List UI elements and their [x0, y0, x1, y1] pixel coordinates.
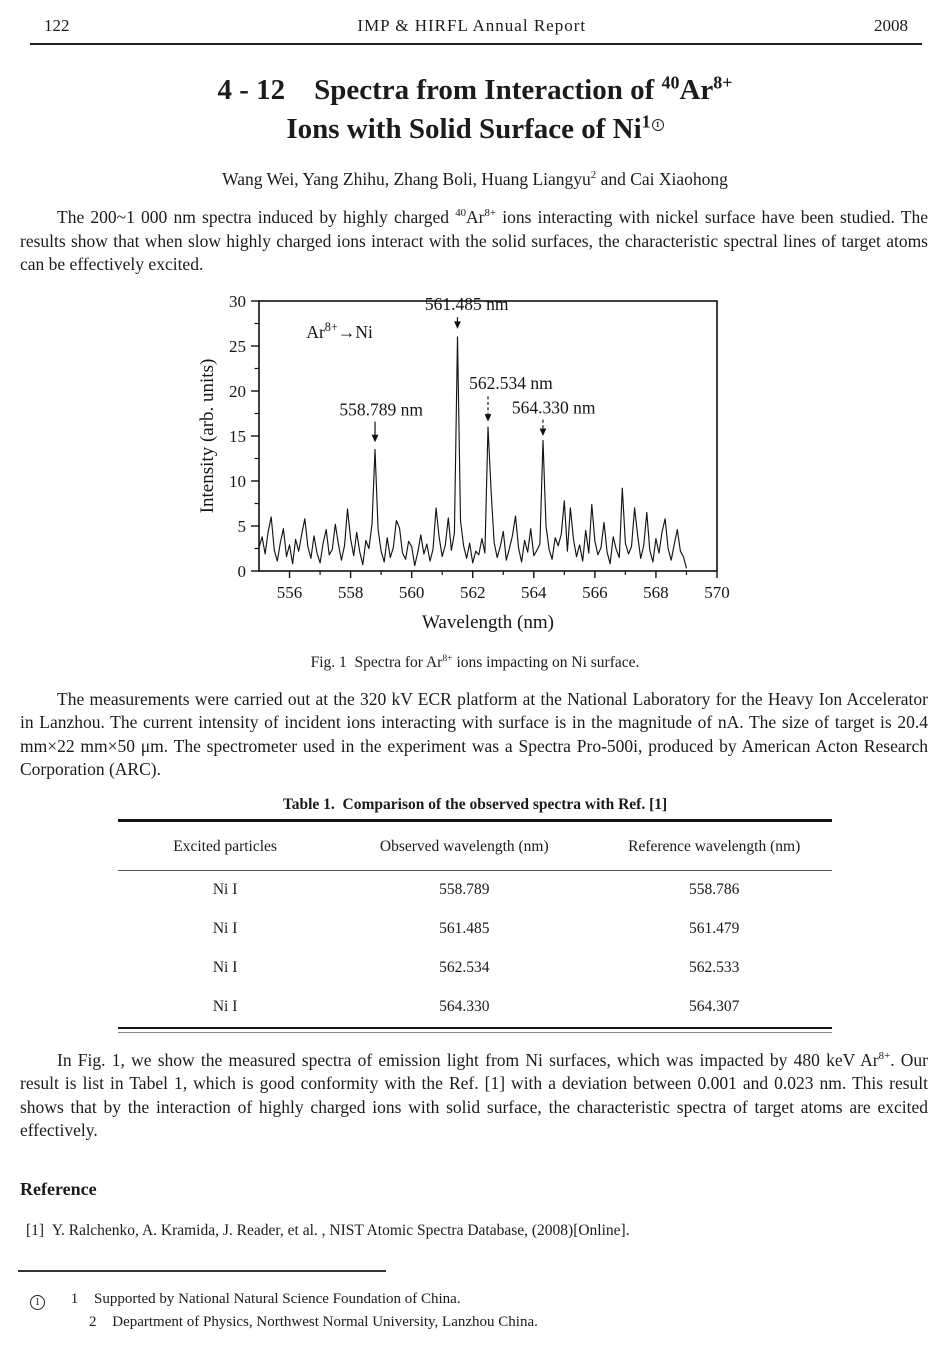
footnote-line: [0, 1311, 950, 1334]
peak-label: 558.789 nm: [339, 398, 423, 419]
table-header-row: [118, 820, 832, 870]
x-tick-label: 564: [521, 582, 547, 602]
table-cell: 561.485: [439, 920, 490, 937]
paragraph-results: In Fig. 1, we show the measured spectra of emission light from Ni surfaces, which was impacted by 480 keV $Ar^{8+}$. Our result is list in Tabel 1, which is good conformity with the Ref. [1] with a deviation between 0.001 and 0.023 nm. This result shows that by the interaction of highly charged ions with solid surface, the characteristic spectra of target atoms are excited effectively.: [20, 1049, 929, 1140]
y-tick-label: 0: [237, 561, 246, 581]
footnote-marker: 1: [30, 1295, 45, 1310]
table-row: [118, 949, 832, 988]
y-tick-label: 20: [229, 381, 246, 401]
table-row: [118, 988, 832, 1028]
table-cell: 564.307: [688, 998, 740, 1015]
peak-arrowhead: [485, 414, 492, 422]
table-cell: Ni I: [212, 881, 238, 898]
x-tick-label: 566: [582, 582, 608, 602]
spectra-table: [118, 819, 832, 1029]
x-tick-label: 560: [398, 582, 425, 602]
page-number: 122: [44, 16, 70, 35]
spectrum-trace: [259, 337, 687, 568]
table-cell: Ni I: [212, 959, 238, 976]
peak-arrowhead: [454, 321, 461, 329]
y-axis-title: Intensity (arb. units): [197, 358, 218, 513]
projectile-annotation: $Ar^{8+}\to Ni$: [306, 319, 373, 342]
article-title-line2: Ions with Solid Surface of Ni$^1$ $^1$: [30, 110, 920, 149]
table-row: [118, 910, 832, 949]
journal-title: IMP & HIRFL Annual Report: [357, 16, 587, 35]
table-cell: 558.789: [439, 881, 490, 898]
peak-label: 561.485 nm: [424, 293, 509, 314]
table-cell: 562.534: [439, 959, 490, 976]
x-tick-label: 558: [337, 582, 364, 602]
article-title-line1: 4 - 12 Spectra from Interaction of $^{40}Ar^{8+}$: [217, 72, 733, 106]
y-tick-label: 15: [229, 426, 246, 446]
table-row: [118, 870, 832, 910]
table-cell: 564.330: [439, 998, 490, 1015]
reference-item: [1] Y. Ralchenko, A. Kramida, J. Reader, et al. , NIST Atomic Spectra Database, (2008)[Online].: [26, 1221, 630, 1239]
footnote-area: [0, 1270, 950, 1334]
year: 2008: [874, 16, 908, 35]
y-tick-label: 10: [229, 471, 246, 491]
column-header: Excited particles: [173, 837, 277, 855]
footnote-text: Supported by National Natural Science Foundation of China.: [94, 1291, 461, 1307]
spectrum-chart: [195, 287, 755, 639]
table-cell: 562.533: [688, 959, 740, 976]
paragraph-measurements: The measurements were carried out at the 320 kV ECR platform at the National Laboratory for the Heavy Ion Accelerator in Lanzhou. The current intensity of incident ions interacting with surface is in the magnitude of nA. The size of target is 20.4 mm×22 mm×50 μm. The spectrometer used in the experiment was a Spectra Pro-500i, produced by American Acton Research Corporation (ARC).: [20, 688, 928, 779]
page-header: [0, 0, 950, 36]
authors: Wang Wei, Yang Zhihu, Zhang Boli, Huang Liangyu$^2$ and Cai Xiaohong: [222, 169, 728, 189]
x-tick-label: 570: [704, 582, 730, 602]
table-cell: 561.479: [688, 920, 740, 937]
table-cell: 558.786: [688, 881, 740, 898]
figure-caption: Fig. 1 Spectra for $Ar^{8+}$ ions impacting on Ni surface.: [310, 652, 640, 671]
table-cell: Ni I: [212, 998, 238, 1015]
y-tick-label: 5: [237, 516, 246, 536]
table-section: [118, 796, 832, 1033]
peak-label: 564.330 nm: [511, 397, 596, 417]
paragraph-abstract: The 200~1 000 nm spectra induced by highly charged $^{40}Ar^{8+}$ ions interacting with nickel surface have been studied. The results show that when slow highly charged ions interact with the solid surfaces, the characteristic spectral lines of target atoms can be effectively excited.: [20, 207, 928, 274]
x-axis-title: Wavelength (nm): [422, 611, 554, 633]
footnote-number: 1: [70, 1291, 79, 1307]
column-header: Observed wavelength (nm): [379, 837, 549, 855]
table-cell: Ni I: [212, 920, 238, 937]
table-title: Table 1. Comparison of the observed spectra with Ref. [1]: [282, 795, 668, 813]
table-underline: [118, 1032, 832, 1033]
footnote-number: 2: [89, 1314, 97, 1330]
x-tick-label: 568: [643, 582, 669, 602]
peak-label: 562.534 nm: [469, 372, 553, 393]
x-tick-label: 562: [459, 582, 486, 602]
article-title: [30, 71, 920, 149]
y-tick-label: 30: [229, 291, 246, 311]
footnote-line: [0, 1288, 950, 1311]
peak-arrowhead: [372, 434, 379, 442]
footnote-rule: [18, 1270, 386, 1272]
x-tick-label: 556: [276, 582, 303, 602]
figure-spectrum: [0, 287, 950, 672]
peak-arrowhead: [540, 428, 547, 436]
column-header: Reference wavelength (nm): [628, 837, 801, 855]
footnote-text: Department of Physics, Northwest Normal University, Lanzhou China.: [112, 1314, 538, 1330]
y-tick-label: 25: [229, 336, 246, 356]
reference-heading: Reference: [20, 1178, 97, 1199]
header-rule: [30, 43, 922, 45]
